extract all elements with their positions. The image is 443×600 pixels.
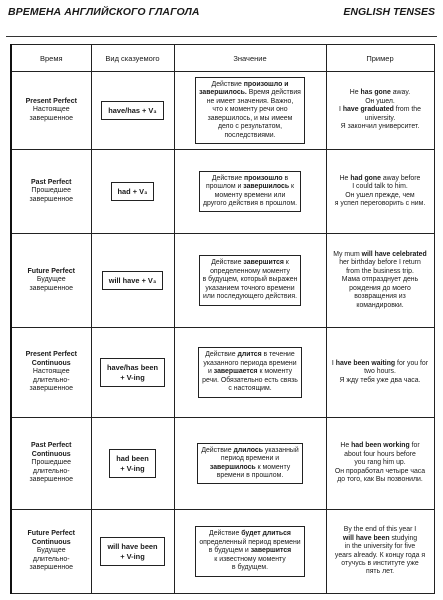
meaning-segment: или последующего действия.	[203, 293, 297, 301]
meaning-line	[203, 192, 297, 200]
form-cell	[91, 72, 174, 150]
example-line	[335, 476, 425, 484]
example-line	[339, 98, 421, 106]
meaning-text	[195, 526, 304, 576]
tense-name	[29, 179, 73, 204]
example-text	[335, 526, 425, 576]
example-line	[339, 106, 421, 114]
table-row	[11, 328, 434, 418]
example-line	[333, 259, 426, 267]
example-line	[335, 192, 426, 200]
tense-cell	[11, 150, 91, 234]
meaning-line	[201, 447, 298, 455]
meaning-segment: в	[282, 174, 289, 182]
meaning-line	[201, 455, 298, 463]
tense-name-english: Past Perfect Continuous	[31, 442, 72, 458]
meaning-segment: Действие	[211, 174, 245, 182]
form-line: have/has been	[107, 363, 158, 372]
example-line	[333, 302, 426, 310]
example-segment: до того, как Вы позвонили.	[337, 476, 423, 484]
example-line	[335, 183, 426, 191]
meaning-text	[199, 171, 301, 213]
meaning-line	[199, 530, 300, 538]
meaning-segment: в будущем.	[231, 564, 269, 572]
meaning-cell	[174, 234, 326, 328]
example-segment: He	[349, 89, 361, 97]
example-segment: He	[339, 174, 351, 182]
meaning-segment: указанием точного времени	[205, 284, 295, 292]
example-segment: her birthday before I return	[339, 259, 421, 267]
meaning-segment: Действие	[205, 351, 238, 359]
example-cell	[326, 418, 434, 510]
meaning-emphasis: завершилось.	[199, 89, 247, 97]
tense-name-russian-line: завершенное	[29, 564, 74, 572]
example-segment: Я закончил университет.	[340, 123, 420, 131]
example-segment: Он проработал четыре часа	[334, 467, 426, 475]
column-header-meaning: Значение	[174, 45, 326, 72]
example-segment: командировки.	[356, 301, 404, 309]
form-line: had been	[116, 454, 149, 463]
example-segment: He	[340, 442, 352, 450]
example-line	[332, 360, 428, 368]
meaning-emphasis: завершится	[250, 547, 292, 555]
example-segment: I could talk to him.	[352, 183, 408, 191]
tense-name-english: Future Perfect Continuous	[27, 530, 75, 546]
meaning-segment: Действие	[201, 446, 234, 454]
form-formula	[100, 358, 165, 387]
meaning-line	[202, 351, 298, 359]
meaning-line	[202, 368, 298, 376]
example-line	[335, 442, 425, 450]
form-cell	[91, 234, 174, 328]
example-segment: пять лет.	[365, 568, 395, 576]
meaning-segment: речи. Обязательно есть связь	[202, 376, 298, 384]
meaning-line	[199, 123, 301, 131]
example-line	[335, 568, 425, 576]
form-line: had + V₃	[117, 186, 148, 196]
example-segment: возвращения из	[354, 293, 406, 301]
tenses-table	[10, 44, 435, 594]
meaning-text	[195, 77, 305, 144]
example-line	[335, 468, 425, 476]
meaning-segment: Действие	[209, 530, 242, 538]
form-formula	[111, 182, 155, 202]
form-line: have/has + V₃	[108, 105, 157, 115]
example-text	[332, 360, 428, 385]
example-line	[335, 451, 425, 459]
meaning-segment: не имеет значения. Важно,	[206, 97, 294, 105]
meaning-line	[199, 89, 301, 97]
table-row	[11, 234, 434, 328]
meaning-line	[201, 464, 298, 472]
table-row	[11, 418, 434, 510]
example-segment: Я жду тебя уже два часа.	[339, 376, 421, 384]
example-cell	[326, 328, 434, 418]
example-segment: from the business trip.	[346, 267, 414, 275]
meaning-segment: моменту времени или	[214, 191, 286, 199]
example-line	[333, 285, 426, 293]
page-header	[6, 0, 437, 37]
form-cell	[91, 328, 174, 418]
example-line	[333, 276, 426, 284]
example-segment: studying	[389, 534, 418, 542]
example-segment: My mum	[333, 251, 362, 259]
meaning-line	[203, 293, 298, 301]
meaning-segment: указанного периода времени	[203, 359, 297, 367]
meaning-segment: времени в прошлом.	[216, 471, 284, 479]
example-segment: By the end of this year I	[343, 526, 417, 534]
example-verb-form: has gone	[360, 89, 391, 97]
example-segment: you rang him up.	[354, 459, 406, 467]
tense-name-russian-line: Прошедшее	[31, 459, 72, 467]
example-line	[335, 526, 425, 534]
meaning-line	[199, 556, 300, 564]
tense-name	[26, 98, 77, 123]
tense-name-russian-line: Настоящее	[32, 106, 70, 114]
meaning-emphasis: завершилось	[243, 183, 290, 191]
meaning-line	[203, 259, 298, 267]
title-english: ENGLISH TENSES	[343, 6, 435, 18]
table-header-row	[11, 45, 434, 72]
example-segment: in the university for five	[344, 543, 416, 551]
example-line	[333, 268, 426, 276]
tense-name-russian-line: длительно-	[32, 555, 70, 563]
tense-name-english: Present Perfect Continuous	[25, 351, 77, 367]
example-segment: I	[331, 359, 336, 367]
meaning-emphasis: произошло и	[243, 81, 289, 89]
form-formula	[100, 537, 164, 566]
meaning-segment: завершилось, и мы имеем	[207, 114, 293, 122]
example-segment: university.	[364, 114, 396, 122]
example-line	[333, 251, 426, 259]
table-row	[11, 72, 434, 150]
meaning-emphasis: длится	[237, 351, 262, 359]
meaning-emphasis: будет длиться	[241, 530, 291, 538]
example-segment: for	[409, 442, 420, 450]
example-segment: я успел переговорить с ним.	[334, 199, 426, 207]
example-text	[335, 175, 426, 209]
tense-name-english: Future Perfect	[27, 267, 75, 275]
tense-cell	[11, 510, 91, 594]
example-line	[333, 293, 426, 301]
example-verb-form: had gone	[350, 174, 381, 182]
meaning-line	[199, 564, 300, 572]
meaning-cell	[174, 418, 326, 510]
meaning-segment: период времени и	[220, 455, 280, 463]
tense-name	[14, 442, 89, 484]
tense-cell	[11, 418, 91, 510]
meaning-emphasis: завершается	[213, 368, 258, 376]
example-segment: Он ушел.	[365, 97, 395, 105]
meaning-line	[199, 115, 301, 123]
tense-name-russian-line: завершенное	[29, 195, 74, 203]
meaning-line	[203, 276, 298, 284]
meaning-text	[199, 255, 302, 305]
meaning-segment: к известному моменту	[214, 555, 286, 563]
meaning-segment: прошлом и	[205, 183, 244, 191]
title-russian: ВРЕМЕНА АНГЛИЙСКОГО ГЛАГОЛА	[8, 6, 200, 18]
meaning-segment: что к моменту речи оно	[212, 106, 288, 114]
table-row	[11, 150, 434, 234]
example-segment: away.	[390, 89, 411, 97]
tense-name-russian-line: Настоящее	[32, 368, 70, 376]
example-line	[339, 89, 421, 97]
example-line	[335, 560, 425, 568]
example-text	[335, 442, 425, 484]
tense-name-english: Present Perfect	[25, 97, 77, 105]
example-verb-form: will have celebrated	[361, 251, 427, 259]
form-cell	[91, 418, 174, 510]
tense-name-russian-line: длительно-	[32, 467, 70, 475]
form-formula	[102, 271, 164, 291]
meaning-line	[203, 285, 298, 293]
meaning-segment: Время действия	[246, 89, 301, 97]
meaning-segment: определенный период времени	[199, 538, 301, 546]
tense-name-russian-line: завершенное	[29, 385, 74, 393]
meaning-emphasis: завершится	[243, 259, 284, 267]
meaning-line	[199, 106, 301, 114]
tense-name-russian-line: завершенное	[29, 476, 74, 484]
example-line	[332, 368, 428, 376]
example-segment: отучусь в институте уже	[341, 559, 419, 567]
example-text	[339, 89, 421, 131]
example-segment: рождения до моего	[349, 284, 411, 292]
form-formula	[109, 449, 155, 478]
tense-cell	[11, 234, 91, 328]
example-line	[335, 543, 425, 551]
tense-name	[14, 530, 89, 572]
tense-name-russian-line: Будущее	[36, 547, 66, 555]
meaning-segment: последствиями.	[224, 131, 276, 139]
example-cell	[326, 72, 434, 150]
tense-cell	[11, 72, 91, 150]
meaning-segment: к	[289, 183, 294, 191]
meaning-text	[197, 443, 302, 485]
meaning-segment: другого действия в прошлом.	[202, 199, 298, 207]
tense-name-russian-line: завершенное	[29, 284, 74, 292]
meaning-segment: и	[207, 368, 214, 376]
meaning-segment: определенному моменту	[210, 267, 290, 275]
meaning-text	[198, 347, 302, 397]
table-row	[11, 510, 434, 594]
meaning-emphasis: произошло	[244, 174, 283, 182]
meaning-line	[199, 132, 301, 140]
example-verb-form: will have been	[342, 534, 390, 542]
meaning-cell	[174, 72, 326, 150]
example-segment: two hours.	[364, 368, 396, 376]
meaning-segment: указанный	[263, 446, 299, 454]
example-line	[339, 115, 421, 123]
tense-name	[14, 351, 89, 393]
example-segment: away before	[380, 174, 421, 182]
meaning-segment: в будущем, который выражен	[202, 276, 298, 284]
meaning-line	[199, 98, 301, 106]
meaning-line	[203, 183, 297, 191]
form-formula	[101, 101, 163, 121]
form-cell	[91, 150, 174, 234]
tense-name	[28, 268, 75, 293]
example-verb-form: had been working	[351, 442, 410, 450]
column-header-tense: Время	[11, 45, 91, 72]
tense-name-russian-line: завершенное	[29, 114, 74, 122]
form-line: will have been	[107, 542, 158, 551]
meaning-line	[203, 200, 297, 208]
meaning-segment: в течение	[261, 351, 295, 359]
meaning-cell	[174, 150, 326, 234]
tense-name-russian-line: Прошедшее	[31, 187, 72, 195]
meaning-segment: к моменту	[255, 463, 291, 471]
example-cell	[326, 150, 434, 234]
example-line	[335, 200, 426, 208]
example-cell	[326, 510, 434, 594]
meaning-line	[201, 472, 298, 480]
example-segment: Он ушел прежде, чем	[345, 191, 415, 199]
example-segment: for you for	[395, 359, 429, 367]
meaning-line	[203, 175, 297, 183]
example-segment: I	[339, 106, 343, 114]
example-segment: Мама отпразднует день	[341, 276, 419, 284]
tense-name-russian-line: Будущее	[36, 276, 66, 284]
meaning-segment: с настоящим.	[228, 385, 272, 393]
tense-name-russian-line: длительно-	[32, 376, 70, 384]
example-line	[335, 459, 425, 467]
example-line	[335, 535, 425, 543]
meaning-cell	[174, 328, 326, 418]
form-line: + V-ing	[120, 551, 145, 561]
column-header-example: Пример	[326, 45, 434, 72]
meaning-line	[202, 360, 298, 368]
meaning-segment: дело с результатом,	[217, 123, 283, 131]
meaning-segment: Действие	[211, 81, 244, 89]
meaning-segment: к моменту	[257, 368, 293, 376]
tense-cell	[11, 328, 91, 418]
example-segment: years already. К концу года я	[334, 551, 426, 559]
form-cell	[91, 510, 174, 594]
form-line: + V-ing	[120, 372, 145, 382]
meaning-emphasis: длилось	[233, 446, 263, 454]
meaning-segment: в будущем и	[208, 547, 251, 555]
example-text	[333, 251, 426, 310]
meaning-emphasis: завершилось	[209, 463, 256, 471]
example-segment: about four hours before	[344, 450, 416, 458]
example-line	[335, 175, 426, 183]
column-header-form: Вид сказуемого	[91, 45, 174, 72]
meaning-line	[202, 377, 298, 385]
meaning-cell	[174, 510, 326, 594]
meaning-segment: Действие	[211, 259, 244, 267]
meaning-line	[202, 385, 298, 393]
meaning-segment: к	[283, 259, 289, 267]
example-line	[332, 377, 428, 385]
example-line	[335, 552, 425, 560]
example-verb-form: have been waiting	[335, 359, 396, 367]
form-line: will have + V₃	[108, 275, 157, 285]
form-line: + V-ing	[120, 463, 145, 473]
example-line	[339, 123, 421, 131]
example-segment: from the	[393, 106, 421, 114]
meaning-line	[199, 547, 300, 555]
tense-name-english: Past Perfect	[31, 178, 72, 186]
example-verb-form: have graduated	[342, 106, 394, 114]
example-cell	[326, 234, 434, 328]
